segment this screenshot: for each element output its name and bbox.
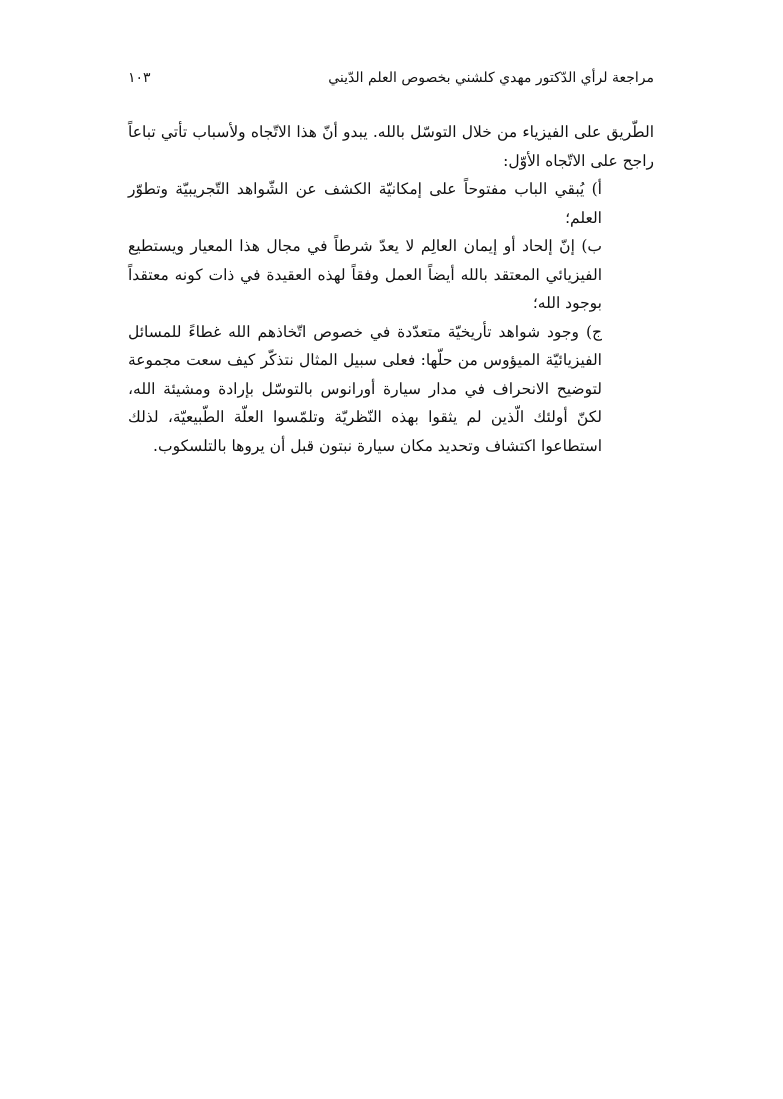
header-title: مراجعة لرأي الدّكتور مهدي كلشني بخصوص العلم الدّيني: [328, 70, 654, 86]
list-item-c: ج) وجود شواهد تأريخيّة متعدّدة في خصوص اتّخاذهم الله غطاءً للمسائل الفيزيائيّة الميؤوس من حلّها: فعلى سبيل المثال نتذكّر كيف سعت مجموعة لتوضيح الانحراف في مدار سيارة أورانوس بالتوسّل بإرادة ومشيئة الله، لكنّ أولئك الّذين لم يثقوا بهذه النّظريّة وتلمّسوا العلّة الطّبيعيّة، لذلك استطاعوا اكتشاف وتحديد مكان سيارة نبتون قبل أن يروها بالتلسكوب.: [128, 322, 602, 455]
body-text: [128, 118, 654, 460]
list-item-a: أ) يُبقي الباب مفتوحاً على إمكانيّة الكشف عن الشّواهد التّجريبيّة وتطوّر العلم؛: [128, 180, 602, 227]
list-item-b: ب) إنّ إلحاد أو إيمان العالِم لا يعدّ شرطاً في مجال هذا المعيار ويستطيع الفيزيائي المعتقد بالله أيضاً العمل وفقاً لهذه العقيدة في ذات كونه معتقداً بوجود الله؛: [128, 237, 602, 312]
page-number: ١٠٣: [128, 70, 151, 86]
paragraph-intro: الطّريق على الفيزياء من خلال التوسّل بالله. يبدو أنّ هذا الاتّجاه ولأسباب تأتي تباعاً راجح على الاتّجاه الأوّل:: [128, 123, 654, 170]
document-page: [128, 0, 654, 1099]
running-header: [128, 70, 654, 94]
